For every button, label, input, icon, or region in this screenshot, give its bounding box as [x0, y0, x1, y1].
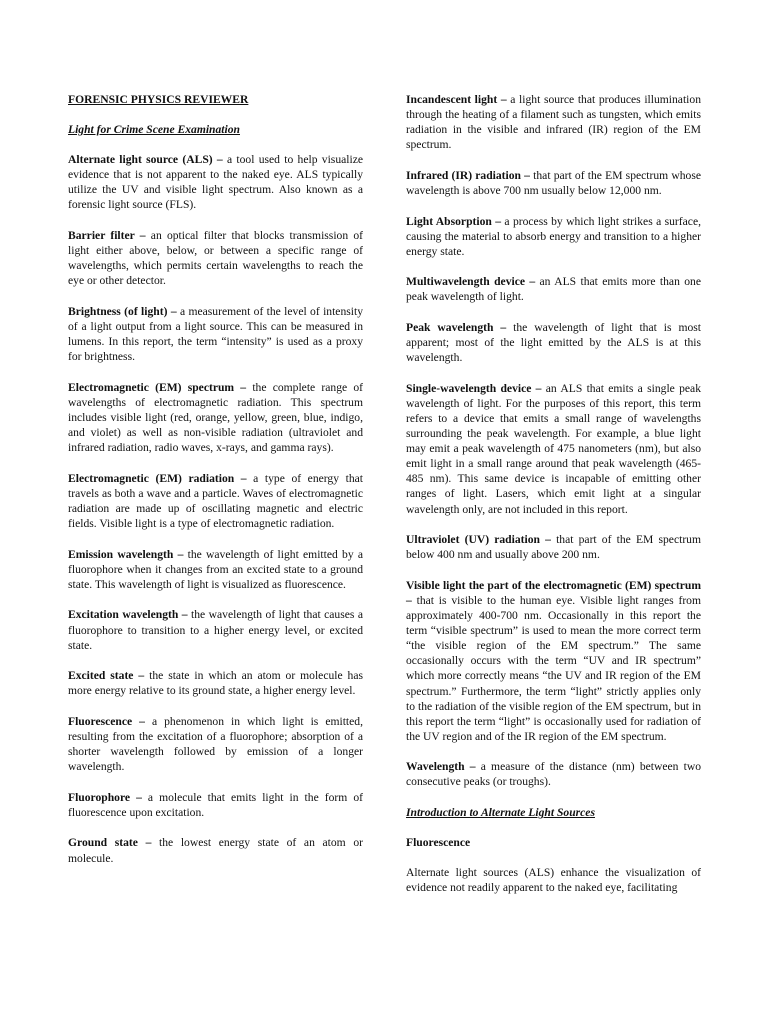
- glossary-definition: a measurement of the level of intensity of a light output from a light source. This can be measured in lumens. In this report, the term “intensity” is used as a proxy for brightness.: [68, 304, 364, 364]
- glossary-definition: the wavelength of light emitted by a fluorophore when it changes from an excited state to a ground state. This wavelength of light is visualized as fluorescence.: [68, 547, 363, 591]
- glossary-definition: the lowest energy state of an atom or molecule.: [68, 836, 364, 865]
- glossary-definition: the state in which an atom or molecule has more energy relative to its ground state, a higher energy level.: [68, 669, 364, 698]
- glossary-entry: [68, 547, 363, 592]
- glossary-term: Light Absorption –: [406, 214, 502, 228]
- glossary-term: Emission wavelength –: [68, 547, 184, 561]
- glossary-definition: a phenomenon in which light is emitted, resulting from the excitation of a fluorophore; absorption of a shorter wavelength followed by emission of a longer wavelength.: [68, 714, 363, 774]
- glossary-term: Barrier filter –: [68, 229, 146, 243]
- glossary-definition: the complete range of wavelengths of electromagnetic radiation. This spectrum includes visible light (red, orange, yellow, green, blue, indigo, and violet) as well as non-visible radiation (ultraviolet and infrared radiation, radio waves, x-rays, and gamma rays).: [68, 380, 364, 455]
- glossary-term: Ground state –: [68, 836, 152, 850]
- glossary-entry: [68, 668, 363, 698]
- glossary-term: Fluorophore –: [68, 790, 142, 804]
- glossary-entry: [406, 214, 701, 259]
- glossary-definition: a tool used to help visualize evidence that is not apparent to the naked eye. ALS typically utilize the UV and visible light spectrum. Also known as a forensic light source (FLS).: [68, 153, 363, 212]
- glossary-definition: that part of the EM spectrum below 400 nm and usually above 200 nm.: [406, 533, 701, 562]
- glossary-term: Wavelength –: [406, 760, 476, 774]
- glossary-entry: [68, 714, 363, 774]
- glossary-entry: [68, 304, 363, 364]
- glossary-entry: [68, 835, 363, 865]
- glossary-entry: [68, 471, 363, 531]
- glossary-definition: the wavelength of light that is most apparent; most of the light emitted by the ALS is at this wavelength.: [406, 321, 701, 365]
- glossary-term: Alternate light source (ALS) –: [68, 153, 223, 167]
- glossary-entry: [406, 759, 701, 789]
- glossary-entry: [68, 228, 363, 288]
- document-subtitle: Light for Crime Scene Examination: [68, 123, 240, 137]
- glossary-entry: [406, 532, 701, 562]
- glossary-entry: [68, 607, 363, 652]
- glossary-definition: that part of the EM spectrum whose wavelength is above 700 nm usually below 12,000 nm.: [406, 168, 701, 197]
- glossary-definition: a molecule that emits light in the form of fluorescence upon excitation.: [68, 790, 363, 819]
- glossary-entry: [68, 380, 363, 455]
- glossary-definition: an ALS that emits a single peak wavelength of light. For the purposes of this report, this term refers to a device that emits a small range of wavelengths surrounding the peak wavelength. For example, a blue light may emit a peak wavelength of 475 nanometers (nm), but also emit light in a small range around that peak wavelength (465-485 nm). This same device is incapable of emitting other ranges of light. Lasers, which emit light at a singular wavelength only, are not included in this report.: [406, 381, 702, 516]
- glossary-entry: [406, 381, 701, 517]
- glossary-entry: [406, 92, 701, 152]
- left-column: [68, 92, 363, 881]
- glossary-definition: that is visible to the human eye. Visible light ranges from approximately 400-700 nm. Occasionally in this report the term “visible spectrum” is used to mean the more correct term “the visible region of the EM spectrum.” The same occasionally occurs with the term “UV and IR spectrum” which more correctly means “the UV and IR region of the EM spectrum.” Furthermore, the term “light” strictly applies only to the radiation of the visible region of the EM spectrum, but in this report the term “light” is occasionally used for radiation of the UV region and of the IR region of the EM spectrum.: [406, 593, 701, 743]
- glossary-entry: [68, 790, 363, 820]
- glossary-term: Visible light the part of the electromagnetic (EM) spectrum –: [406, 578, 701, 607]
- glossary-definition: a process by which light strikes a surface, causing the material to absorb energy and transition to a higher energy state.: [406, 214, 701, 258]
- right-glossary-list: [406, 92, 701, 790]
- glossary-term: Excited state –: [68, 669, 145, 683]
- glossary-definition: a type of energy that travels as both a wave and a particle. Waves of electromagnetic radiation are made up of oscillating magnetic and electric fields. Visible light is a type of electromagnetic radiation.: [68, 471, 363, 531]
- glossary-entry: [68, 152, 363, 212]
- subsection-heading: Fluorescence: [406, 836, 471, 850]
- glossary-definition: an optical filter that blocks transmission of light either above, below, or between a specific range of wavelengths, which permits certain wavelengths to reach the eye or other detector.: [68, 229, 363, 288]
- glossary-term: Excitation wavelength –: [68, 608, 188, 622]
- glossary-term: Multiwavelength device –: [406, 275, 536, 289]
- glossary-term: Incandescent light –: [406, 93, 507, 106]
- glossary-term: Ultraviolet (UV) radiation –: [406, 533, 551, 547]
- glossary-term: Fluorescence –: [68, 714, 145, 728]
- document-title: FORENSIC PHYSICS REVIEWER: [68, 93, 249, 106]
- glossary-definition: a measure of the distance (nm) between two consecutive peaks (or troughs).: [406, 760, 701, 789]
- glossary-definition: the wavelength of light that causes a fluorophore to transition to a higher energy level, or excited state.: [68, 608, 363, 652]
- glossary-entry: [406, 274, 701, 304]
- left-glossary-list: [68, 152, 363, 865]
- glossary-entry: [406, 320, 701, 365]
- glossary-definition: a light source that produces illumination through the heating of a filament such as tungsten, which emits radiation in the visible and infrared (IR) region of the EM spectrum.: [406, 93, 701, 152]
- intro-paragraph: Alternate light sources (ALS) enhance the visualization of evidence not readily apparent to the naked eye, facilitating: [406, 866, 701, 895]
- glossary-term: Infrared (IR) radiation –: [406, 168, 530, 182]
- glossary-definition: an ALS that emits more than one peak wavelength of light.: [406, 275, 701, 304]
- glossary-term: Electromagnetic (EM) radiation –: [68, 471, 247, 485]
- glossary-term: Single-wavelength device –: [406, 381, 542, 395]
- right-column: [406, 92, 701, 911]
- glossary-term: Brightness (of light) –: [68, 304, 177, 318]
- glossary-entry: [406, 578, 701, 744]
- glossary-entry: [406, 168, 701, 198]
- glossary-term: Electromagnetic (EM) spectrum –: [68, 380, 247, 394]
- section-heading: Introduction to Alternate Light Sources: [406, 806, 595, 820]
- glossary-term: Peak wavelength –: [406, 321, 507, 335]
